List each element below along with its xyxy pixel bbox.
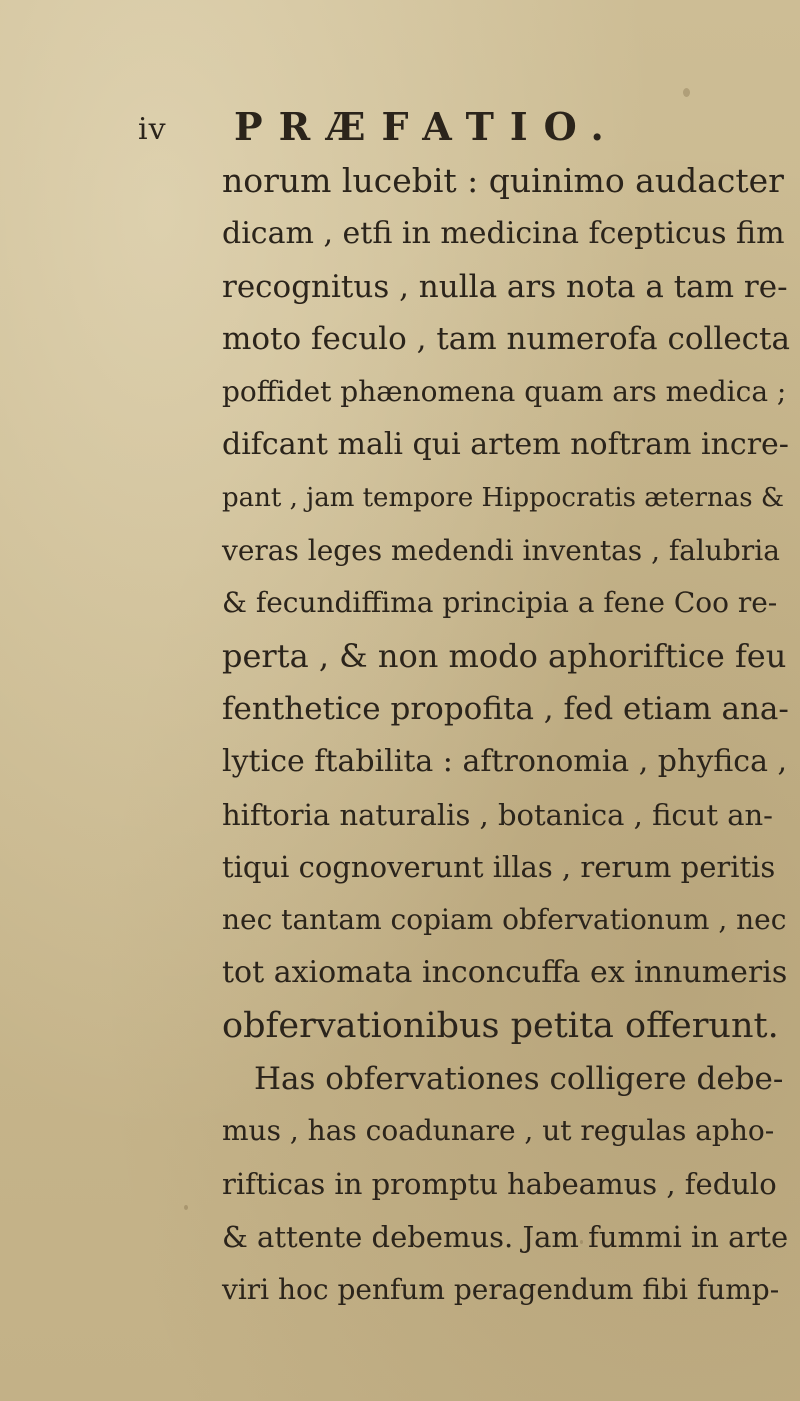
text-line: hiftoria naturalis , botanica , ficut an- [222,797,773,832]
ink-speck [683,88,690,97]
text-line: poffidet phænomena quam ars medica ; [222,375,787,409]
text-line: nec tantam copiam obfervationum , nec [222,903,787,937]
text-line: mus , has coadunare , ut regulas apho- [222,1114,775,1148]
page-header [138,104,698,154]
running-head: PRÆFATIO. [234,104,620,149]
text-line: dicam , etfi in medicina fcepticus fim [222,215,785,251]
text-line: rifticas in promptu habeamus , fedulo [222,1167,777,1202]
text-line: veras leges medendi inventas , falubria [222,533,780,567]
page-number: iv [138,112,167,147]
text-line: tiqui cognoverunt illas , rerum peritis [222,850,776,885]
body-text [222,155,790,1317]
text-line: lytice ftabilita : aftronomia , phyfica , [222,743,788,779]
text-line: viri hoc penfum peragendum fibi fump- [222,1272,780,1306]
text-line: & attente debemus. Jam fummi in arte [222,1219,789,1254]
text-line: obfervationibus petita offerunt. [222,1005,779,1046]
text-line: moto feculo , tam numerofa collecta [222,321,790,358]
text-line: & fecundiffima principia a fene Coo re- [222,586,778,620]
text-line: recognitus , nulla ars nota a tam re- [222,268,788,305]
text-line: fenthetice propofita , fed etiam ana- [222,690,789,727]
paragraph-first-line: Has obfervationes colligere debe- [254,1060,784,1097]
ink-speck [184,1205,188,1210]
text-line: norum lucebit : quinimo audacter [222,161,784,200]
text-line: perta , & non modo aphoriftice feu [222,637,787,676]
text-line: pant , jam tempore Hippocratis æternas & [222,482,784,513]
text-line: tot axiomata inconcuffa ex innumeris [222,954,788,990]
text-line: difcant mali qui artem noftram incre- [222,426,789,462]
